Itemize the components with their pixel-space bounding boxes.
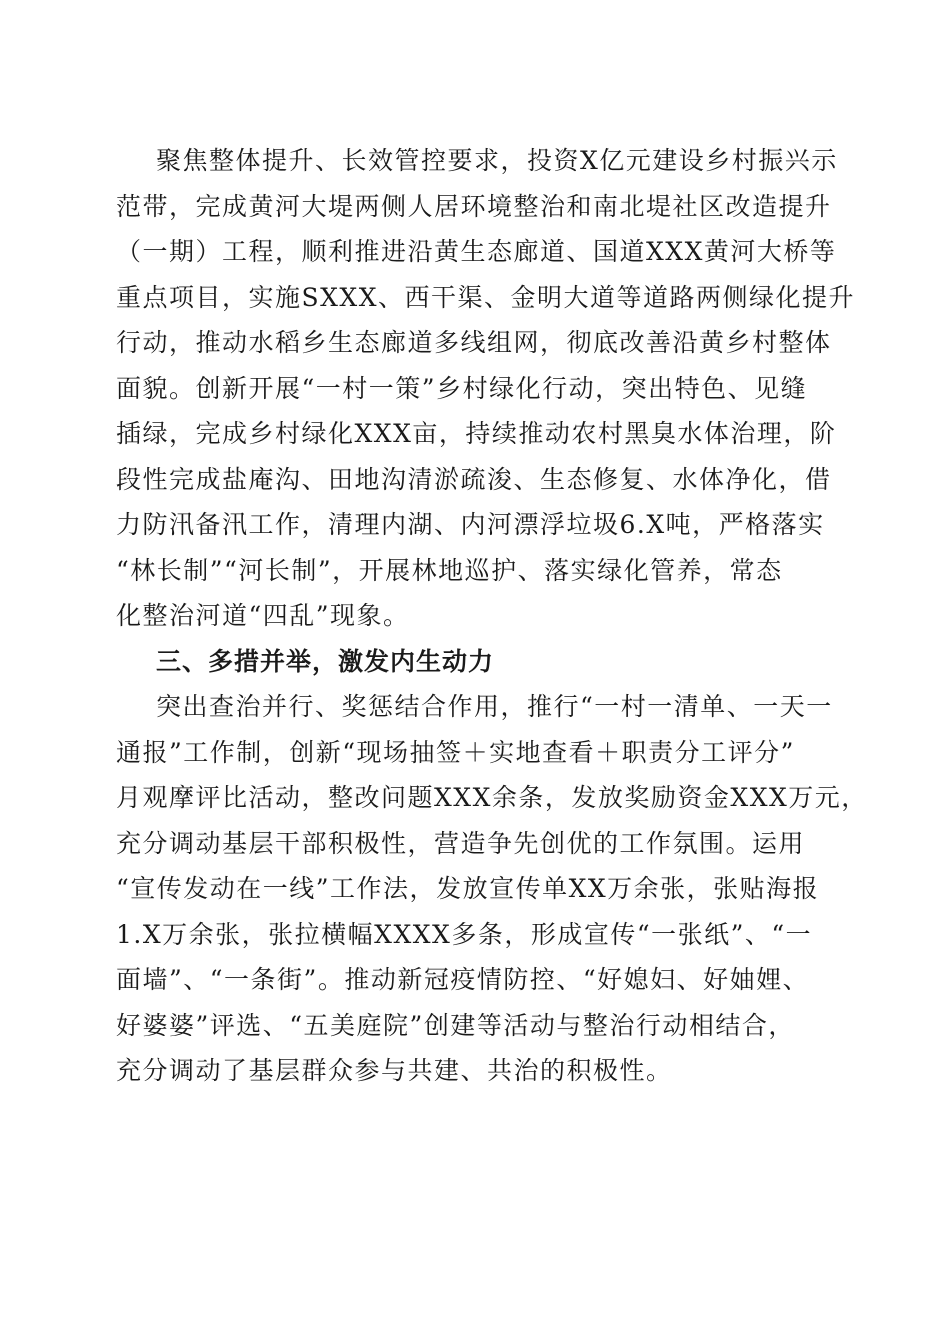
- paragraph-line: 充分调动基层干部积极性，营造争先创优的工作氛围。运用: [116, 828, 806, 858]
- paragraph-environment: [116, 138, 856, 639]
- paragraph-line: “林长制”“河长制”，开展林地巡护、落实绿化管养，常态: [116, 555, 783, 585]
- paragraph-line: 段性完成盐庵沟、田地沟清淤疏浚、生态修复、水体净化，借: [116, 464, 832, 494]
- paragraph-line: 好婆婆”评选、“五美庭院”创建等活动与整治行动相结合，: [116, 1010, 795, 1040]
- paragraph-line: 月观摩评比活动，整改问题XXX余条，发放奖励资金XXX万元，: [116, 783, 868, 812]
- paragraph-line: 重点项目，实施SXXX、西干渠、金明大道等道路两侧绿化提升: [116, 282, 856, 312]
- paragraph-line: 化整治河道“四乱”现象。: [116, 601, 410, 630]
- paragraph-line: 插绿，完成乡村绿化XXX亩，持续推动农村黑臭水体治理，阶: [116, 419, 837, 448]
- paragraph-line: 面貌。创新开展“一村一策”乡村绿化行动，突出特色、见缝: [116, 373, 808, 403]
- paragraph-line: 聚焦整体提升、长效管控要求，投资X亿元建设乡村振兴示: [156, 146, 838, 175]
- paragraph-line: 面墙”、“一条街”。推动新冠疫情防控、“好媳妇、好妯娌、: [116, 965, 810, 994]
- paragraph-measures: [116, 684, 868, 1094]
- section-heading: 三、多措并举，激发内生动力: [156, 646, 495, 676]
- paragraph-line: 1.X万余张，张拉横幅XXXX多条，形成宣传“一张纸”、“一: [116, 919, 813, 949]
- paragraph-line: 通报”工作制，创新“现场抽签＋实地查看＋职责分工评分”: [116, 737, 795, 767]
- document-body: [116, 138, 868, 1094]
- paragraph-line: 突出查治并行、奖惩结合作用，推行“一村一清单、一天一: [156, 692, 833, 721]
- paragraph-line: 范带，完成黄河大堤两侧人居环境整治和南北堤社区改造提升: [116, 191, 832, 221]
- paragraph-line: 力防汛备汛工作，清理内湖、内河漂浮垃圾6.X吨，严格落实: [116, 510, 825, 539]
- paragraph-line: 行动，推动水稻乡生态廊道多线组网，彻底改善沿黄乡村整体: [116, 328, 832, 357]
- paragraph-line: （一期）工程，顺利推进沿黄生态廊道、国道XXX黄河大桥等: [116, 237, 837, 266]
- paragraph-line: 充分调动了基层群众参与共建、共治的积极性。: [116, 1056, 673, 1085]
- paragraph-line: “宣传发动在一线”工作法，发放宣传单XX万余张，张贴海报: [116, 874, 820, 903]
